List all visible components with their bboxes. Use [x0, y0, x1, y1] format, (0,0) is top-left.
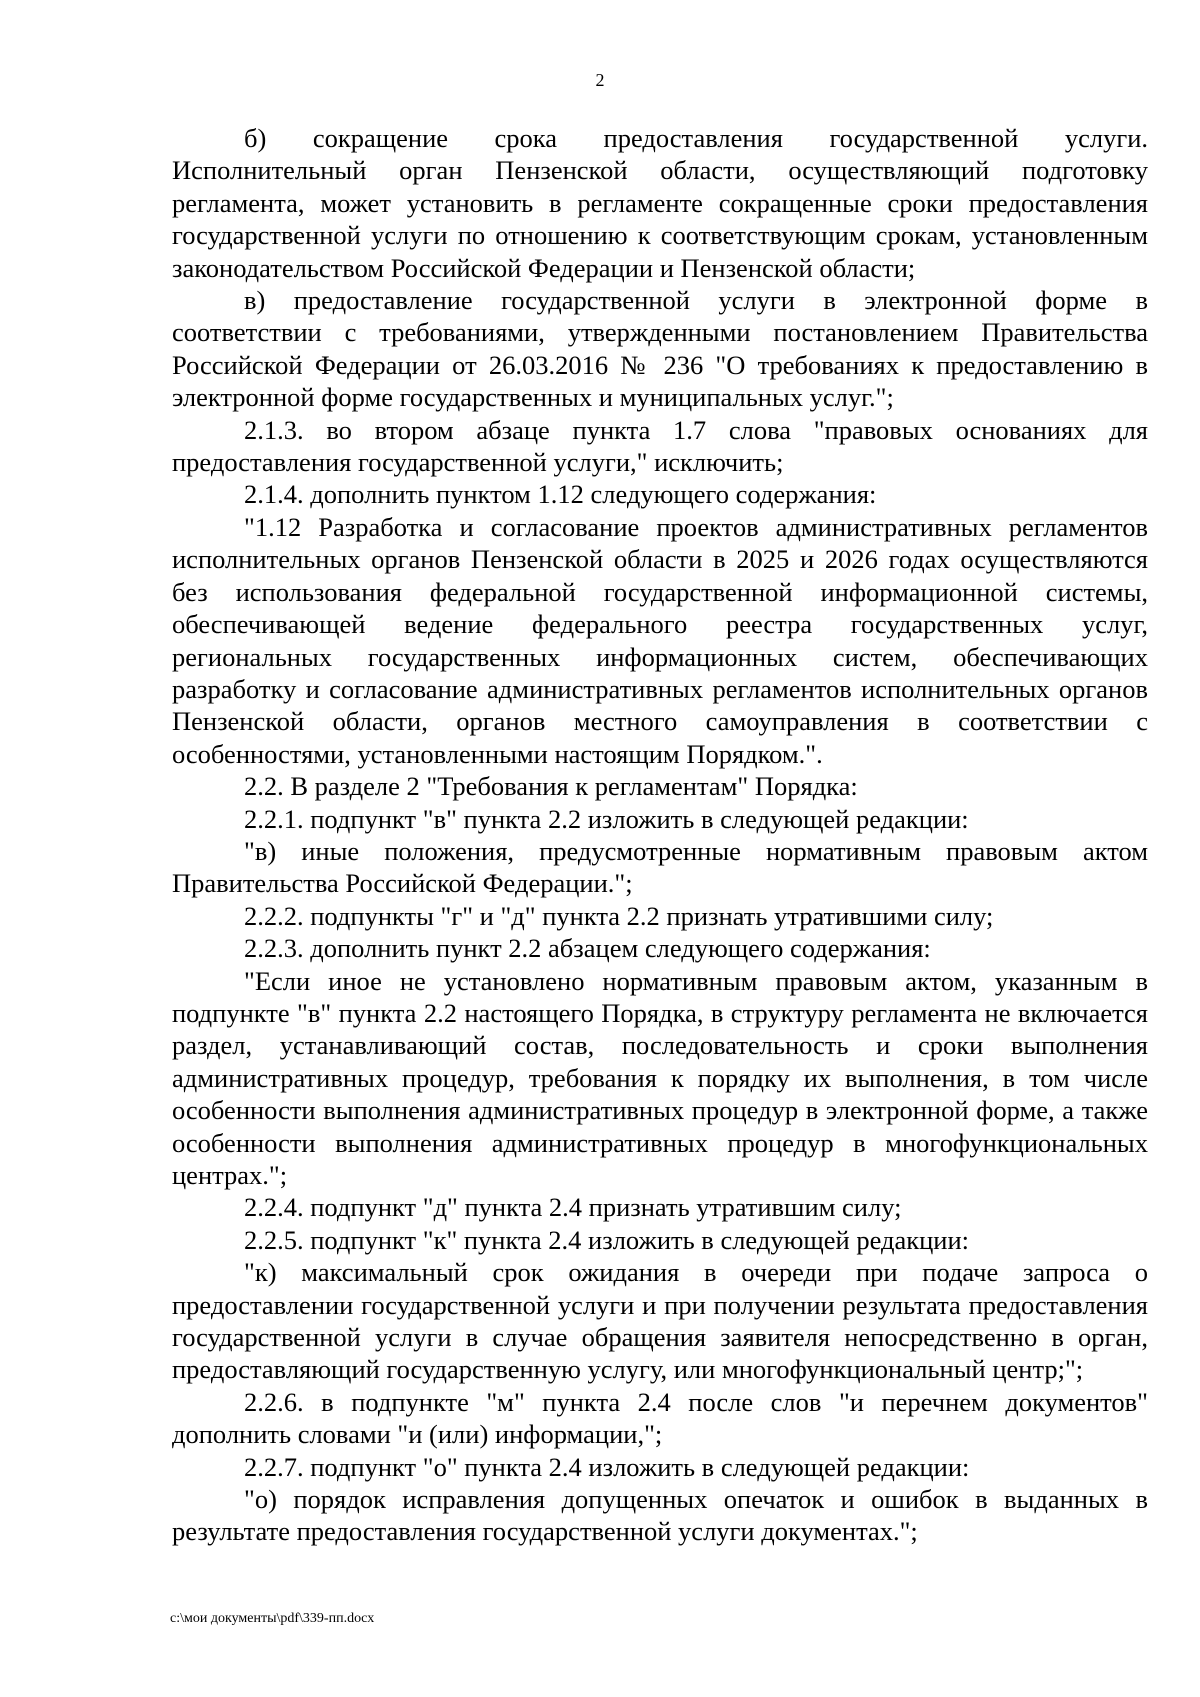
paragraph-2-2-2: 2.2.2. подпункты "г" и "д" пункта 2.2 признать утратившими силу;	[244, 900, 994, 931]
document-body	[172, 122, 1148, 1548]
paragraph-if-otherwise-quote: "Если иное не установлено нормативным правовым актом, указанным в подпункте "в" пункта 2.2 настоящего Порядка, в структуру регламента не включается раздел, устанавливающий состав, последовательность и сроки выполнения административных процедур, требования к порядку их выполнения, в том числе особенности выполнения административных процедур в электронной форме, а также особенности выполнения административных процедур в многофункциональных центрах.";	[172, 965, 1148, 1190]
page-number: 2	[595, 70, 605, 90]
paragraph-2-2: 2.2. В разделе 2 "Требования к регламентам" Порядка:	[244, 771, 858, 802]
paragraph-k-waiting-time: "к) максимальный срок ожидания в очереди при подаче запроса о предоставлении государственной услуги и при получении результата предоставления государственной услуги в случае обращения заявителя непосредственно в орган, предоставляющий государственную услугу, или многофункциональный центр;";	[172, 1257, 1148, 1385]
paragraph-2-1-3: 2.1.3. во втором абзаце пункта 1.7 слова "правовых основаниях для предоставления государственной услуги," исключить;	[172, 414, 1148, 478]
paragraph-2-2-4: 2.2.4. подпункт "д" пункта 2.4 признать утратившим силу;	[244, 1192, 902, 1223]
paragraph-2-2-1: 2.2.1. подпункт "в" пункта 2.2 изложить в следующей редакции:	[244, 803, 969, 834]
paragraph-o-corrections: "о) порядок исправления допущенных опечаток и ошибок в выданных в результате предоставления государственной услуги документах.";	[172, 1484, 1148, 1547]
paragraph-2-2-3: 2.2.3. дополнить пункт 2.2 абзацем следующего содержания:	[244, 933, 931, 964]
footer-file-path: c:\мои документы\pdf\339-пп.docx	[170, 1611, 375, 1626]
paragraph-2-2-5: 2.2.5. подпункт "к" пункта 2.4 изложить в следующей редакции:	[244, 1224, 970, 1255]
paragraph-v-other-provisions: "в) иные положения, предусмотренные нормативным правовым актом Правительства Российской Федерации.";	[172, 835, 1148, 899]
paragraph-b-reduced-term: б) сокращение срока предоставления государственной услуги. Исполнительный орган Пензенской области, осуществляющий подготовку регламента, может установить в регламенте сокращенные сроки предоставления государственной услуги по отношению к соответствующим срокам, установленным законодательством Российской Федерации и Пензенской области;	[172, 123, 1148, 283]
paragraph-2-2-6: 2.2.6. в подпункте "м" пункта 2.4 после слов "и перечнем документов" дополнить словами "и (или) информации,";	[172, 1386, 1148, 1450]
paragraph-v-electronic-form: в) предоставление государственной услуги в электронной форме в соответствии с требованиями, утвержденными постановлением Правительства Российской Федерации от 26.03.2016 № 236 "О требованиях к предоставлению в электронной форме государственных и муниципальных услуг.";	[172, 285, 1148, 413]
paragraph-2-2-7: 2.2.7. подпункт "о" пункта 2.4 изложить в следующей редакции:	[244, 1451, 970, 1482]
paragraph-1-12-quote: "1.12 Разработка и согласование проектов административных регламентов исполнительных органов Пензенской области в 2025 и 2026 годах осуществляются без использования федеральной государственной информационной системы, обеспечивающей ведение федерального реестра государственных услуг, региональных государственных информационных систем, обеспечивающих разработку и согласование административных регламентов исполнительных органов Пензенской области, органов местного самоуправления в соответствии с особенностями, установленными настоящим Порядком.".	[172, 511, 1148, 769]
paragraph-2-1-4: 2.1.4. дополнить пунктом 1.12 следующего содержания:	[244, 479, 877, 510]
